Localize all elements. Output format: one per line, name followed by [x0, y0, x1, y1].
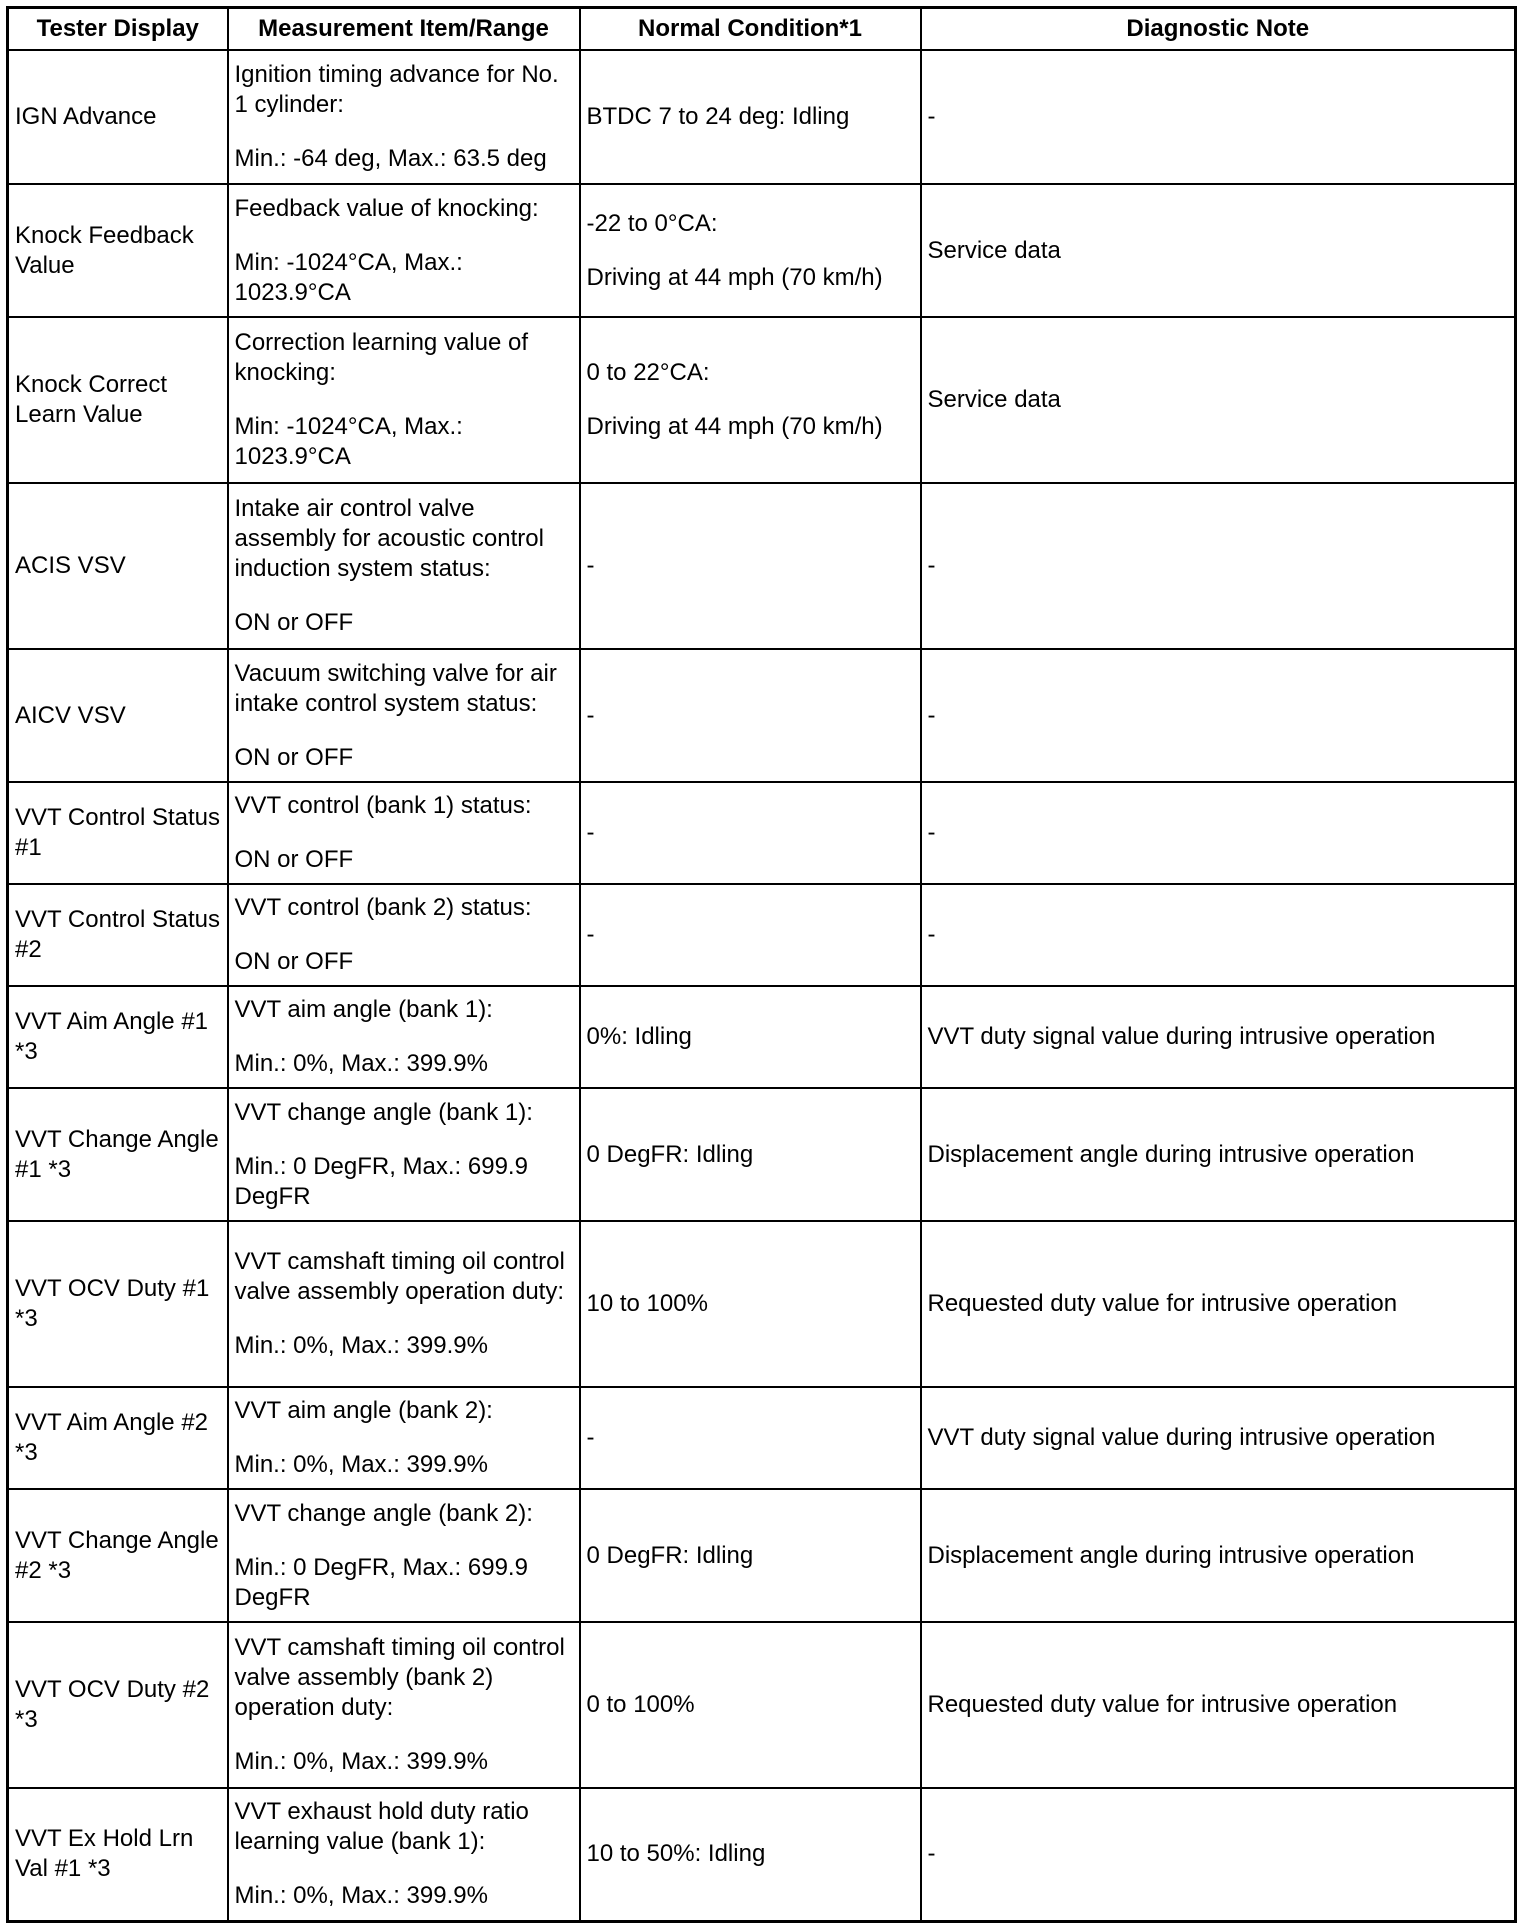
- measurement-description: Intake air control valve assembly for acoustic control induction system status:: [234, 495, 544, 582]
- measurement-range: ON or OFF: [234, 948, 354, 975]
- normal-condition-line: 0 to 100%: [586, 1691, 695, 1718]
- measurement-description: VVT control (bank 1) status:: [234, 792, 532, 819]
- cell-normal-condition: [580, 1788, 921, 1921]
- cell-diagnostic-note: -: [921, 649, 1516, 782]
- cell-tester-display: VVT Change Angle #2 *3: [8, 1489, 228, 1622]
- table-row: [8, 483, 1516, 649]
- cell-normal-condition: [580, 1387, 921, 1489]
- measurement-range: Min.: -64 deg, Max.: 63.5 deg: [234, 145, 547, 172]
- cell-diagnostic-note: -: [921, 884, 1516, 986]
- cell-normal-condition: [580, 986, 921, 1088]
- measurement-range: Min.: 0%, Max.: 399.9%: [234, 1451, 488, 1478]
- cell-measurement-item: [228, 782, 580, 884]
- cell-tester-display: Knock Feedback Value: [8, 184, 228, 317]
- header-measurement-item: Measurement Item/Range: [228, 8, 580, 51]
- cell-normal-condition: [580, 782, 921, 884]
- table-row: [8, 1387, 1516, 1489]
- table-row: [8, 317, 1516, 483]
- cell-diagnostic-note: Displacement angle during intrusive operation: [921, 1489, 1516, 1622]
- measurement-description: VVT control (bank 2) status:: [234, 894, 532, 921]
- cell-tester-display: VVT Control Status #2: [8, 884, 228, 986]
- cell-tester-display: VVT Aim Angle #2 *3: [8, 1387, 228, 1489]
- cell-measurement-item: [228, 483, 580, 649]
- cell-normal-condition: [580, 649, 921, 782]
- table-row: [8, 986, 1516, 1088]
- cell-diagnostic-note: VVT duty signal value during intrusive operation: [921, 1387, 1516, 1489]
- table-row: [8, 184, 1516, 317]
- cell-normal-condition: [580, 1489, 921, 1622]
- cell-tester-display: VVT Control Status #1: [8, 782, 228, 884]
- data-list-table: [6, 6, 1517, 1923]
- measurement-description: VVT change angle (bank 2):: [234, 1499, 533, 1527]
- measurement-range: Min.: 0%, Max.: 399.9%: [234, 1748, 488, 1775]
- normal-condition-line: 0 DegFR: Idling: [586, 1140, 754, 1168]
- normal-condition-line: -: [586, 701, 595, 729]
- cell-measurement-item: [228, 1088, 580, 1221]
- cell-tester-display: Knock Correct Learn Value: [8, 317, 228, 483]
- cell-measurement-item: [228, 986, 580, 1088]
- cell-tester-display: IGN Advance: [8, 50, 228, 184]
- header-normal-condition: Normal Condition*1: [580, 8, 921, 51]
- cell-normal-condition: [580, 1088, 921, 1221]
- cell-measurement-item: [228, 184, 580, 317]
- cell-normal-condition: [580, 1221, 921, 1387]
- cell-diagnostic-note: Requested duty value for intrusive operation: [921, 1622, 1516, 1788]
- cell-measurement-item: [228, 1489, 580, 1622]
- table-row: [8, 884, 1516, 986]
- measurement-range: ON or OFF: [234, 846, 354, 873]
- table-row: [8, 782, 1516, 884]
- normal-condition-line: Driving at 44 mph (70 km/h): [586, 413, 883, 440]
- cell-measurement-item: [228, 1221, 580, 1387]
- measurement-range: Min.: 0%, Max.: 399.9%: [234, 1882, 488, 1910]
- cell-tester-display: AICV VSV: [8, 649, 228, 782]
- cell-measurement-item: [228, 884, 580, 986]
- measurement-description: VVT camshaft timing oil control valve assembly (bank 2) operation duty:: [234, 1634, 565, 1721]
- table-row: [8, 1489, 1516, 1622]
- table-row: [8, 1788, 1516, 1921]
- cell-tester-display: VVT Change Angle #1 *3: [8, 1088, 228, 1221]
- measurement-range: Min.: 0%, Max.: 399.9%: [234, 1050, 488, 1077]
- measurement-description: VVT camshaft timing oil control valve assembly operation duty:: [234, 1248, 565, 1305]
- measurement-description: VVT change angle (bank 1):: [234, 1098, 533, 1126]
- cell-diagnostic-note: -: [921, 483, 1516, 649]
- normal-condition-line: 0 to 22°CA:: [586, 359, 710, 386]
- header-tester-display: Tester Display: [8, 8, 228, 51]
- cell-tester-display: VVT OCV Duty #1 *3: [8, 1221, 228, 1387]
- measurement-description: VVT aim angle (bank 2):: [234, 1397, 493, 1424]
- cell-diagnostic-note: Service data: [921, 184, 1516, 317]
- measurement-description: VVT exhaust hold duty ratio learning value (bank 1):: [234, 1798, 529, 1856]
- cell-normal-condition: [580, 50, 921, 184]
- cell-diagnostic-note: Requested duty value for intrusive operation: [921, 1221, 1516, 1387]
- normal-condition-line: -: [586, 819, 595, 846]
- header-row: [8, 8, 1516, 51]
- cell-tester-display: VVT OCV Duty #2 *3: [8, 1622, 228, 1788]
- cell-measurement-item: [228, 317, 580, 483]
- cell-normal-condition: [580, 483, 921, 649]
- normal-condition-line: -: [586, 921, 595, 948]
- normal-condition-line: Driving at 44 mph (70 km/h): [586, 263, 883, 291]
- cell-diagnostic-note: -: [921, 782, 1516, 884]
- normal-condition-line: 10 to 100%: [586, 1290, 708, 1317]
- cell-measurement-item: [228, 1788, 580, 1921]
- measurement-range: Min.: 0%, Max.: 399.9%: [234, 1332, 488, 1359]
- normal-condition-line: BTDC 7 to 24 deg: Idling: [586, 103, 850, 130]
- normal-condition-line: -: [586, 552, 595, 579]
- measurement-range: Min.: 0 DegFR, Max.: 699.9 DegFR: [234, 1553, 528, 1611]
- table-row: [8, 649, 1516, 782]
- measurement-range: Min: -1024°CA, Max.: 1023.9°CA: [234, 248, 463, 306]
- cell-normal-condition: [580, 884, 921, 986]
- cell-diagnostic-note: -: [921, 1788, 1516, 1921]
- cell-normal-condition: [580, 317, 921, 483]
- table-body: [8, 50, 1516, 1921]
- cell-measurement-item: [228, 1387, 580, 1489]
- measurement-description: VVT aim angle (bank 1):: [234, 996, 493, 1023]
- cell-normal-condition: [580, 1622, 921, 1788]
- measurement-description: Ignition timing advance for No. 1 cylinder:: [234, 61, 559, 118]
- measurement-range: Min: -1024°CA, Max.: 1023.9°CA: [234, 413, 463, 470]
- cell-tester-display: VVT Aim Angle #1 *3: [8, 986, 228, 1088]
- table-row: [8, 1622, 1516, 1788]
- cell-diagnostic-note: VVT duty signal value during intrusive operation: [921, 986, 1516, 1088]
- normal-condition-line: 10 to 50%: Idling: [586, 1840, 766, 1868]
- cell-diagnostic-note: Service data: [921, 317, 1516, 483]
- cell-measurement-item: [228, 1622, 580, 1788]
- measurement-description: Correction learning value of knocking:: [234, 329, 528, 386]
- cell-tester-display: VVT Ex Hold Lrn Val #1 *3: [8, 1788, 228, 1921]
- measurement-range: ON or OFF: [234, 609, 354, 636]
- cell-measurement-item: [228, 649, 580, 782]
- header-diagnostic-note: Diagnostic Note: [921, 8, 1516, 51]
- table-row: [8, 1088, 1516, 1221]
- normal-condition-line: 0 DegFR: Idling: [586, 1541, 754, 1569]
- measurement-description: Feedback value of knocking:: [234, 194, 539, 222]
- cell-diagnostic-note: Displacement angle during intrusive operation: [921, 1088, 1516, 1221]
- measurement-range: ON or OFF: [234, 743, 354, 771]
- cell-tester-display: ACIS VSV: [8, 483, 228, 649]
- table-row: [8, 1221, 1516, 1387]
- normal-condition-line: -: [586, 1424, 595, 1451]
- cell-measurement-item: [228, 50, 580, 184]
- measurement-description: Vacuum switching valve for air intake control system status:: [234, 659, 557, 717]
- normal-condition-line: 0%: Idling: [586, 1023, 692, 1050]
- table-row: [8, 50, 1516, 184]
- cell-diagnostic-note: -: [921, 50, 1516, 184]
- normal-condition-line: -22 to 0°CA:: [586, 209, 718, 237]
- cell-normal-condition: [580, 184, 921, 317]
- measurement-range: Min.: 0 DegFR, Max.: 699.9 DegFR: [234, 1152, 528, 1210]
